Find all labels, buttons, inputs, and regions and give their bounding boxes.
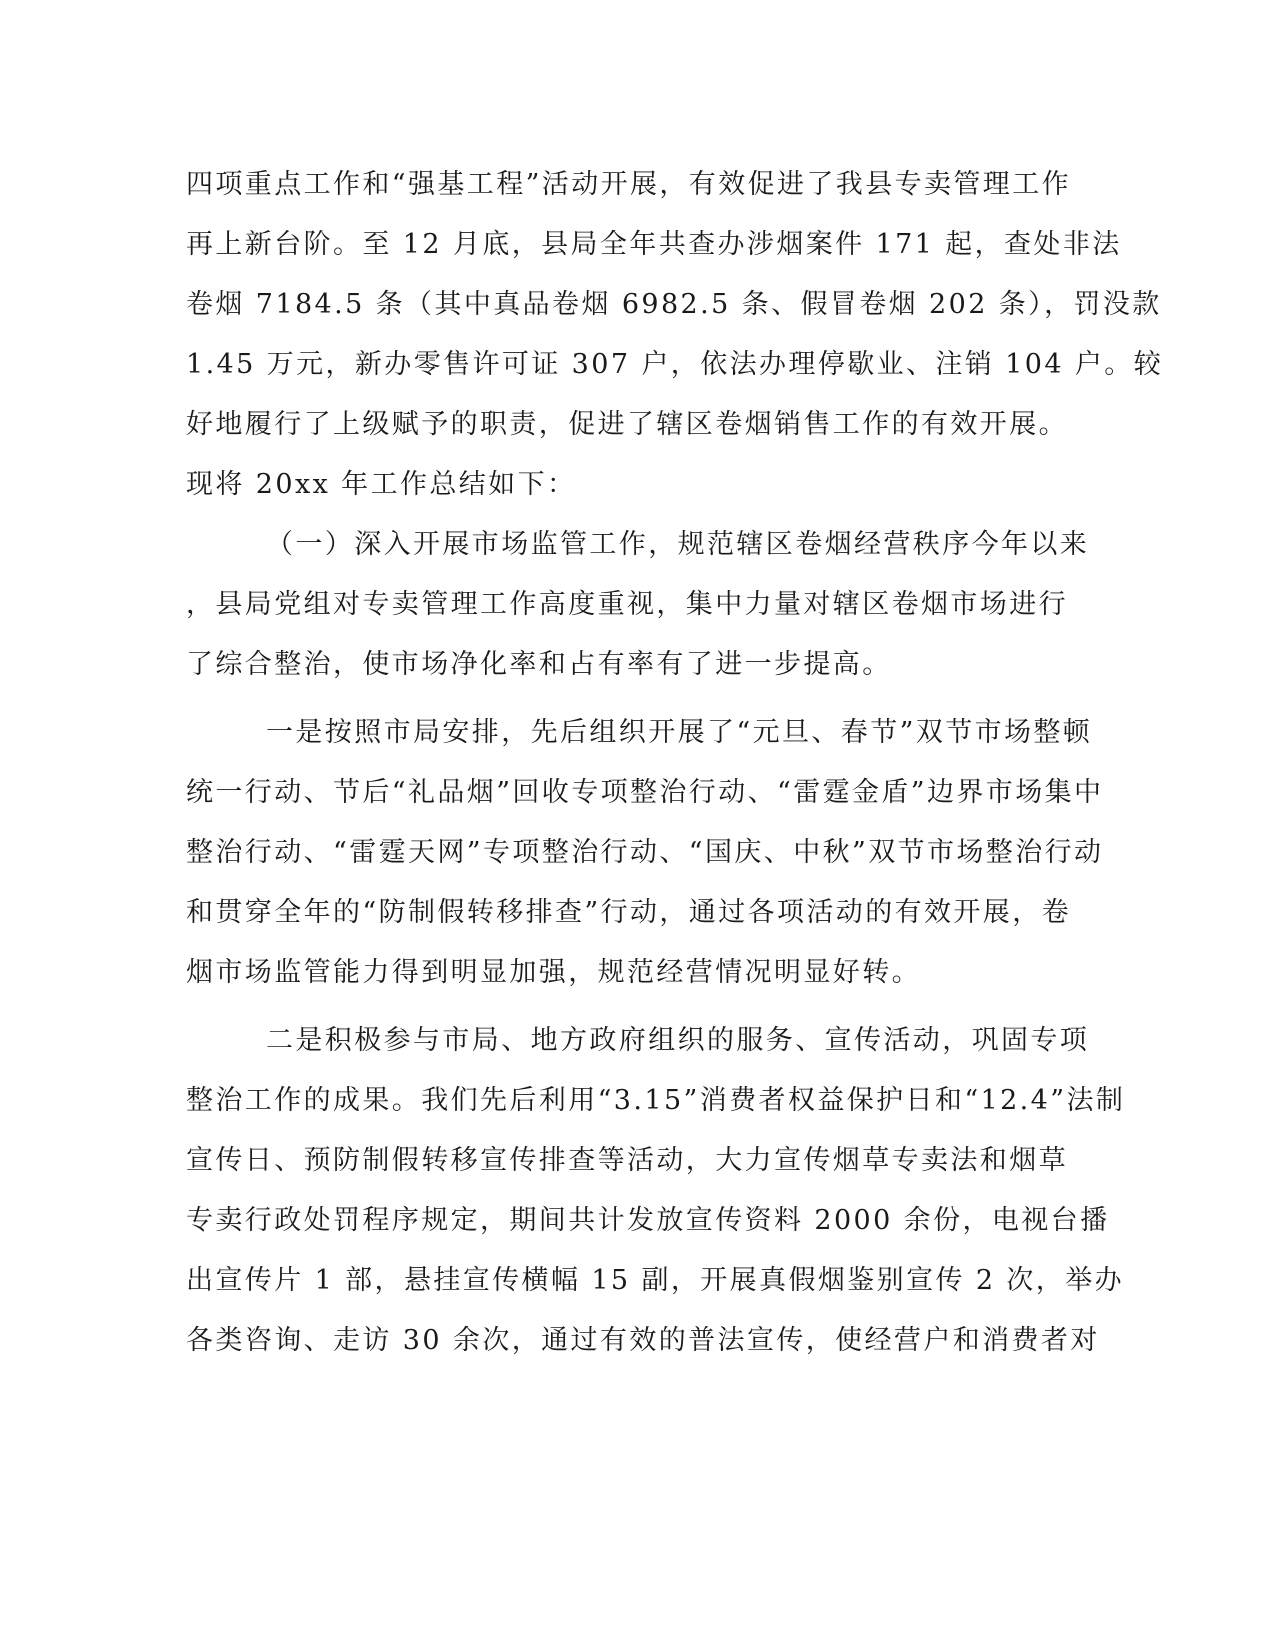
text-line: 和贯穿全年的“防制假转移排查”行动，通过各项活动的有效开展，卷 [186, 897, 1072, 928]
paragraph-start-line: 二是积极参与市局、地方政府组织的服务、宣传活动，巩固专项 [266, 1025, 1090, 1056]
text-line: ，县局党组对专卖管理工作高度重视，集中力量对辖区卷烟市场进行 [186, 589, 1068, 620]
text-line: 整治工作的成果。我们先后利用“3.15”消费者权益保护日和“12.4”法制 [186, 1085, 1126, 1116]
text-line: 卷烟 7184.5 条（其中真品卷烟 6982.5 条、假冒卷烟 202 条），罚没款 [186, 289, 1162, 320]
text-line: 各类咨询、走访 30 余次，通过有效的普法宣传，使经营户和消费者对 [186, 1325, 1100, 1356]
text-line: 再上新台阶。至 12 月底，县局全年共查办涉烟案件 171 起，查处非法 [186, 229, 1122, 260]
text-line: 四项重点工作和“强基工程”活动开展，有效促进了我县专卖管理工作 [186, 169, 1072, 200]
text-line: 现将 20xx 年工作总结如下： [186, 469, 577, 500]
text-line: 专卖行政处罚程序规定，期间共计发放宣传资料 2000 余份，电视台播 [186, 1205, 1110, 1236]
text-line: 统一行动、节后“礼品烟”回收专项整治行动、“雷霆金盾”边界市场集中 [186, 777, 1104, 808]
section-heading-line: （一）深入开展市场监管工作，规范辖区卷烟经营秩序今年以来 [266, 529, 1090, 560]
text-line: 烟市场监管能力得到明显加强，规范经营情况明显好转。 [186, 957, 921, 988]
text-line: 好地履行了上级赋予的职责，促进了辖区卷烟销售工作的有效开展。 [186, 409, 1068, 440]
paragraph-start-line: 一是按照市局安排，先后组织开展了“元旦、春节”双节市场整顿 [266, 717, 1093, 748]
text-line: 了综合整治，使市场净化率和占有率有了进一步提高。 [186, 649, 892, 680]
document-body [186, 155, 1164, 1371]
text-line: 出宣传片 1 部，悬挂宣传横幅 15 副，开展真假烟鉴别宣传 2 次，举办 [186, 1265, 1125, 1296]
text-line: 整治行动、“雷霆天网”专项整治行动、“国庆、中秋”双节市场整治行动 [186, 837, 1104, 868]
text-line: 1.45 万元，新办零售许可证 307 户，依法办理停歇业、注销 104 户。较 [186, 349, 1164, 380]
text-line: 宣传日、预防制假转移宣传排查等活动，大力宣传烟草专卖法和烟草 [186, 1145, 1068, 1176]
